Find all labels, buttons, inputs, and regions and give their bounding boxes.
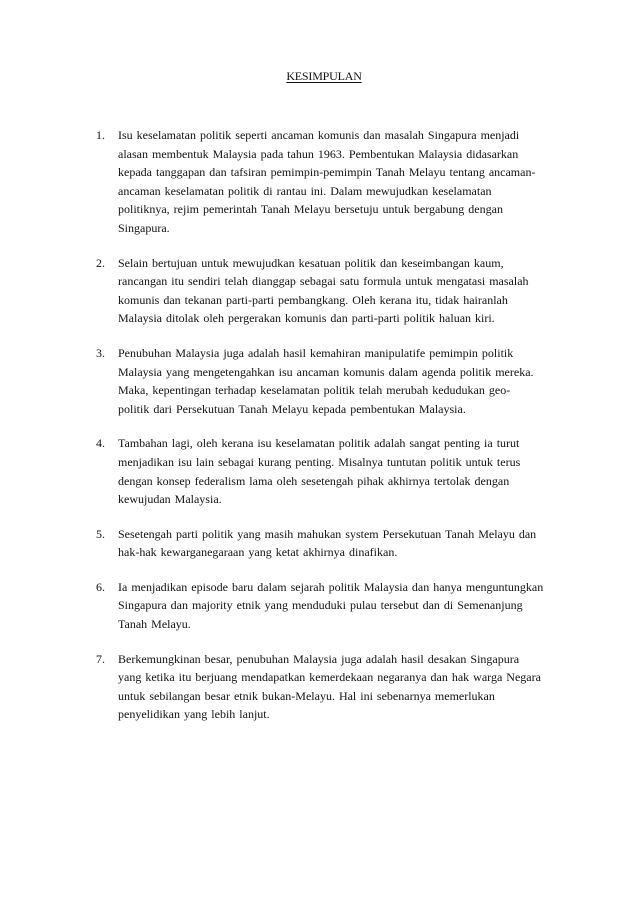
title-text: KESIMPULAN [286,69,362,83]
item-text: Tambahan lagi, oleh kerana isu keselamatan politik adalah sangat penting ia turut menjadikan isu lain sebagai kurang penting. Misalnya tuntutan politik untuk terus dengan konsep federalism lama oleh sesetengah pihak akhirnya tertolak dengan kewujudan Malaysia. [118,436,521,507]
list-item [96,126,566,238]
item-number: 4. [96,436,105,451]
conclusion-list [96,126,566,740]
item-number: 3. [96,345,105,360]
item-number: 5. [96,526,105,541]
item-text: Isu keselamatan politik seperti ancaman komunis dan masalah Singapura menjadi alasan membentuk Malaysia pada tahun 1963. Pembentukan Malaysia didasarkan kepada tanggapan dan tafsiran pemimpin-pemimpin Tanah Melayu tentang ancaman- ancaman keselamatan politik di rantau ini. Dalam mewujudkan keselamatan politiknya, rejim pemerintah Tanah Melayu bersetuju untuk bergabung dengan Singapura. [118,128,536,235]
item-text: Berkemungkinan besar, penubuhan Malaysia juga adalah hasil desakan Singapura yang ketika itu berjuang mendapatkan kemerdekaan negaranya dan hak warga Negara untuk sebilangan besar etnik bukan-Melayu. Hal ini sebenarnya memerlukan penyelidikan yang lebih lanjut. [118,651,541,722]
list-item [96,434,566,508]
document-title [0,69,638,84]
list-item [96,344,566,418]
list-item [96,578,566,634]
item-number: 7. [96,651,105,666]
item-number: 2. [96,255,105,270]
item-text: Selain bertujuan untuk mewujudkan kesatuan politik dan keseimbangan kaum, rancangan itu sendiri telah dianggap sebagai satu formula untuk mengatasi masalah komunis dan tekanan parti-parti pembangkang. Oleh kerana itu, tidak hairanlah Malaysia ditolak oleh pergerakan komunis dan parti-parti politik haluan kiri. [118,255,529,326]
item-text: Sesetengah parti politik yang masih mahukan system Persekutuan Tanah Melayu dan hak-hak kewarganegaraan yang ketat akhirnya dinafikan. [118,526,537,560]
item-number: 6. [96,579,105,594]
list-item [96,650,566,724]
list-item [96,254,566,328]
item-text: Penubuhan Malaysia juga adalah hasil kemahiran manipulatife pemimpin politik Malaysia yang mengetengahkan isu ancaman komunis dalam agenda politik mereka. Maka, kepentingan terhadap keselamatan politik telah merubah kedudukan geo- politik dari Persekutuan Tanah Melayu kepada pembentukan Malaysia. [118,345,534,416]
item-text: Ia menjadikan episode baru dalam sejarah politik Malaysia dan hanya menguntungkan Singapura dan majority etnik yang menduduki pulau tersebut dan di Semenanjung Tanah Melayu. [118,579,544,632]
list-item [96,525,566,562]
item-number: 1. [96,128,105,142]
